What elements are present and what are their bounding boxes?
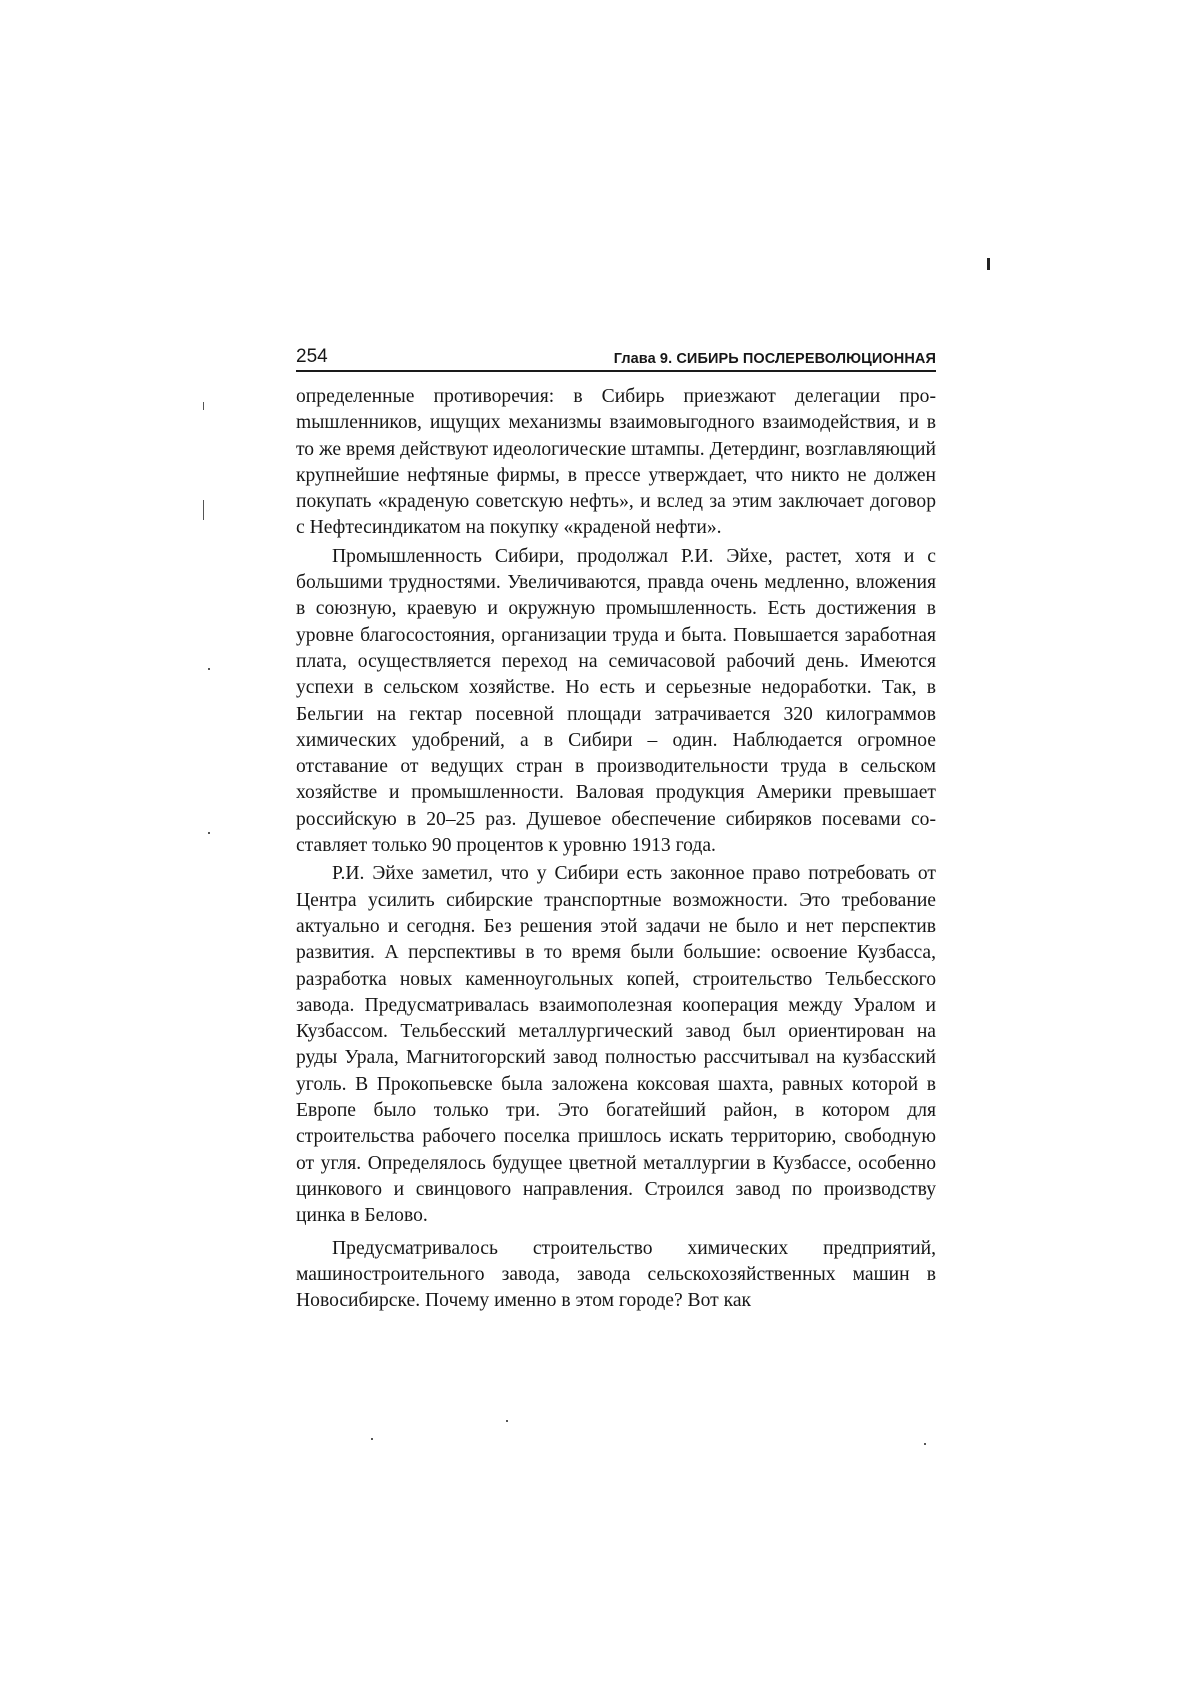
paragraph-continuation: определенные противоречия: в Сибирь приезжают делегации проmышленников, ищущих механизмы взаимовыгодного взаимодействия, и в то же время действуют идеологические штампы. Детердинг, возглавляющий крупнейшие нефтяные фирмы, в прессе утверждает, что никто не должен покупать «краденую советскую нефть», и вслед за этим заключает договор с Нефтесиндикатом на покупку «краденой нефти».	[296, 386, 936, 539]
scan-speck	[371, 1438, 373, 1440]
scan-speck	[208, 832, 210, 834]
paragraph-novosibirsk: Предусматривалось строительство химических предприятий, машиностроительного завода, завода сельскохозяйственных машин в Новосибирске. Почему именно в этом городе? Вот как	[296, 1237, 936, 1312]
scan-speck	[203, 402, 204, 410]
running-header	[296, 340, 936, 372]
scan-speck	[924, 1443, 926, 1445]
paragraph-transport: Р.И. Эйхе заметил, что у Сибири есть законное право потребовать от Центра усилить сибирские транспортные возможности. Это требование актуально и сегодня. Без решения этой задачи не было и нет перспектив развития. А перспективы в то время были большие: освоение Кузбасса, разработка новых каменноугольных копей, строительство Тельбесского завода. Предусматривалась взаимополезная кооперация между Уралом и Кузбассом. Тельбесский металлургический завод был ориентирован на руды Урала, Магнитогорский завод полностью рассчитывал на кузбасский уголь. В Прокопьевске была заложена коксовая шахта, равных которой в Европе было только три. Это богатейший район, в котором для строительства рабочего поселка пришлось искать территорию, свободную от угля. Определялось будущее цветной металлургии в Кузбассе, особенно цинкового и свинцового направления. Строился завод по производству цинка в Белово.	[296, 863, 936, 1227]
scan-speck	[506, 1420, 508, 1422]
scan-speck	[987, 258, 990, 270]
scan-speck	[203, 500, 204, 520]
page-text-block	[296, 340, 936, 1314]
paragraph-industry: Промышленность Сибири, продолжал Р.И. Эйхе, растет, хотя и с большими трудностями. Увеличиваются, правда очень медленно, вложения в союзную, краевую и окружную промышленность. Есть достижения в уровне благосостояния, организации труда и быта. Повышается заработная плата, осуществляется переход на семичасовой рабочий день. Имеются успехи в сельском хозяйстве. Но есть и серьезные недоработки. Так, в Бельгии на гектар посевной площади затрачивается 320 килограммов химических удобрений, а в Сибири – один. Наблюдается огромное отставание от ведущих стран в производительности труда в сельском хозяйстве и промышленности. Валовая продукция Америки превышает российскую в 20–25 раз. Душевое обеспечение сибиряков посевами составляет только 90 процентов к уровню 1913 года.	[296, 545, 936, 857]
scan-speck	[208, 668, 210, 670]
chapter-title: Глава 9. СИБИРЬ ПОСЛЕРЕВОЛЮЦИОННАЯ	[613, 350, 936, 367]
body-text	[296, 384, 936, 1314]
page-number: 254	[296, 346, 328, 367]
